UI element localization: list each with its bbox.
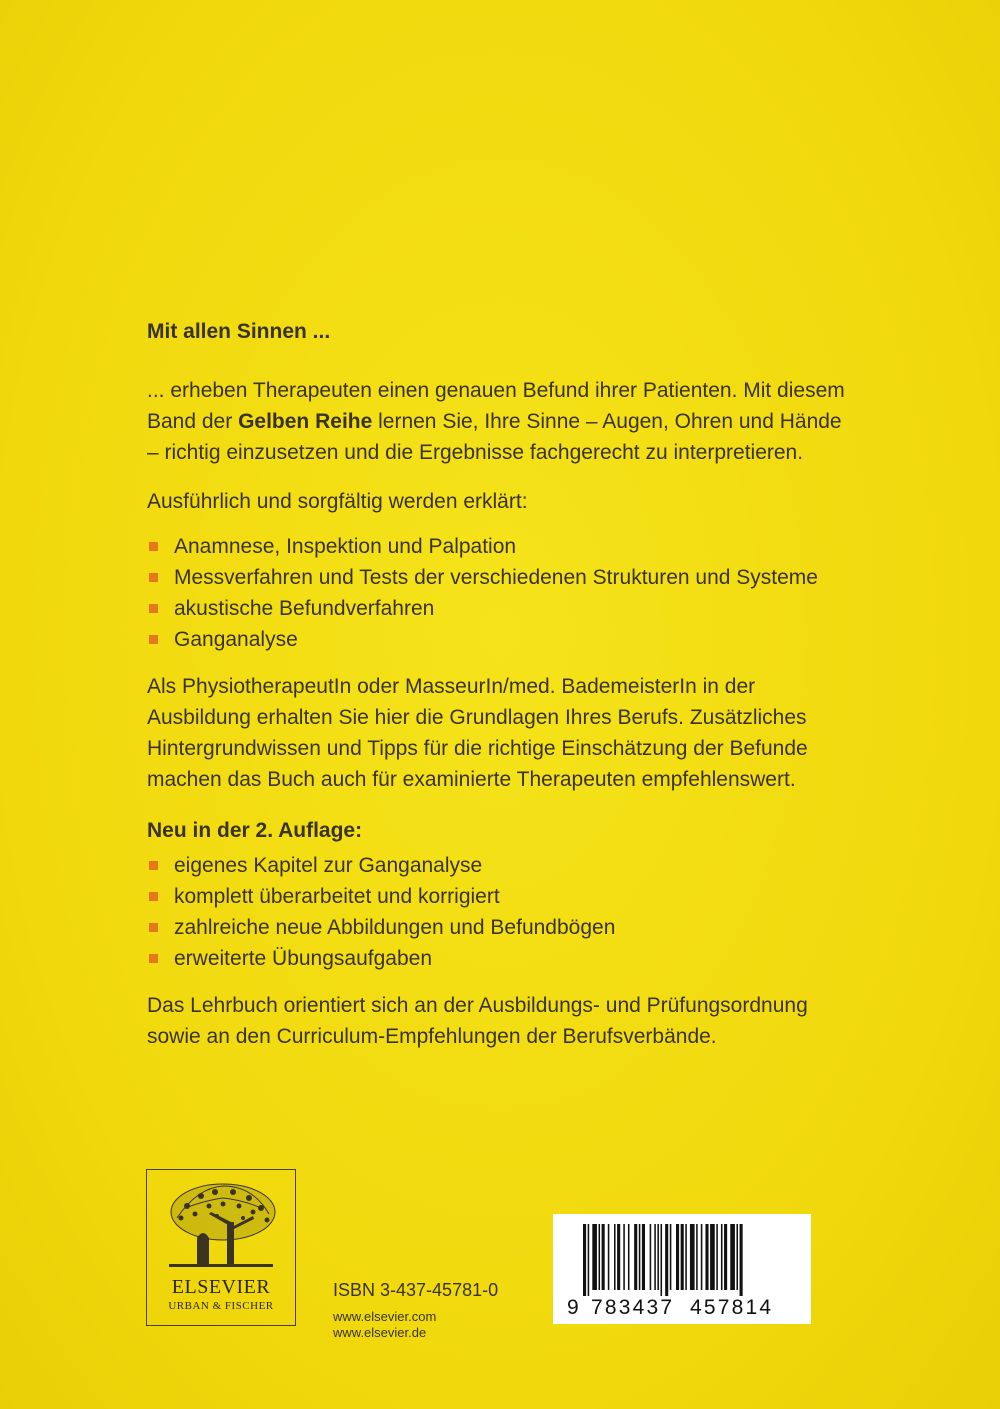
barcode-bar [724,1224,727,1290]
barcode-bar [639,1224,641,1290]
publisher-logo [146,1169,296,1326]
list-item [147,624,847,655]
barcode-bar [617,1224,620,1290]
closing-paragraph: Das Lehrbuch orientiert sich an der Ausbildungs- und Prüfungsordnung sowie an den Curriculum-Empfehlungen der Berufsverbände. [147,994,808,1048]
tree-logo-icon [157,1178,285,1274]
list-item [147,881,847,912]
barcode-bar [614,1224,616,1290]
barcode-bar [592,1224,597,1290]
barcode-bar [685,1224,687,1290]
barcode-bar [661,1224,663,1296]
list-item-text: akustische Befundverfahren [174,597,435,620]
square-bullet-icon [149,542,158,551]
barcode-bar [602,1224,605,1290]
barcode-bar [583,1224,586,1296]
blurb-heading: Mit allen Sinnen ... [147,320,331,343]
series-name: Gelben Reihe [238,410,373,433]
list-item-text: zahlreiche neue Abbildungen und Befundbögen [174,916,616,939]
new-edition-heading: Neu in der 2. Auflage: [147,819,363,842]
barcode-bar [657,1224,659,1290]
barcode-bar [736,1224,738,1290]
square-bullet-icon [149,861,158,870]
new-edition-list [147,850,847,974]
barcode-bar [623,1224,625,1290]
barcode-bar [705,1224,708,1290]
barcode-bar [665,1224,668,1296]
list-item [147,531,847,562]
barcode-bar [740,1224,743,1296]
barcode-bar [642,1224,645,1290]
list-item [147,562,847,593]
barcode-bar [676,1224,679,1290]
barcode-bar [608,1224,610,1290]
barcode-digits-right: 457814 [690,1296,774,1319]
square-bullet-icon [149,892,158,901]
barcode-bar [690,1224,695,1290]
barcode-lead-digit: 9 [567,1296,579,1319]
publisher-name: ELSEVIER [171,1276,271,1298]
intro-text-1: ... erheben Therapeuten einen genauen Befund ihrer Patienten. Mit diesem Band der [147,379,845,433]
barcode-bar [730,1224,735,1290]
barcode-bar [599,1224,601,1290]
barcode-bar [716,1224,718,1290]
audience-paragraph: Als PhysiotherapeutIn oder MasseurIn/med. BademeisterIn in der Ausbildung erhalten Sie hier die Grundlagen Ihres Berufs. Zusätzliches Hintergrundwissen und Tipps für die richtige Einschätzung der Befunde machen das Buch auch für examinierte Therapeuten empfehlenswert. [147,675,808,791]
list-item-text: Ganganalyse [174,628,298,651]
square-bullet-icon [149,923,158,932]
barcode-bar [701,1224,703,1290]
list-item [147,850,847,881]
explained-list [147,531,847,655]
intro-text-2: lernen Sie, Ihre Sinne – Augen, Ohren und Hände – richtig einzusetzen und die Ergebnisse fachgerecht zu interpretieren. [147,410,842,464]
isbn-number: ISBN 3-437-45781-0 [333,1280,499,1300]
website-link-com[interactable]: www.elsevier.com [333,1309,437,1324]
barcode-icon [583,1224,791,1296]
barcode-bar [628,1224,630,1290]
list-item-text: Anamnese, Inspektion und Palpation [174,535,517,558]
square-bullet-icon [149,604,158,613]
publisher-imprint: URBAN & FISCHER [168,1300,274,1312]
barcode-bar [588,1224,590,1296]
barcode-digits-left: 783437 [591,1296,675,1319]
barcode-bar [654,1224,656,1290]
blurb-text [147,316,847,1072]
square-bullet-icon [149,573,158,582]
list-item [147,912,847,943]
barcode-bar [650,1224,652,1290]
list-item-text: eigenes Kapitel zur Ganganalyse [174,854,483,877]
barcode-label [553,1214,811,1324]
list-item [147,593,847,624]
list-item [147,943,847,974]
square-bullet-icon [149,635,158,644]
list-item-text: erweiterte Übungsaufgaben [174,947,433,970]
barcode-bar [721,1224,723,1290]
barcode-bar [696,1224,698,1290]
list-item-text: Messverfahren und Tests der verschiedenen Strukturen und Systeme [174,566,818,589]
square-bullet-icon [149,954,158,963]
barcode-bar [710,1224,715,1290]
barcode-bar [634,1224,637,1290]
barcode-bar [670,1224,672,1290]
explained-intro: Ausführlich und sorgfältig werden erklärt: [147,490,528,513]
website-link-de[interactable]: www.elsevier.de [333,1325,427,1340]
list-item-text: komplett überarbeitet und korrigiert [174,885,500,908]
barcode-bar [681,1224,684,1290]
intro-paragraph [147,375,847,468]
